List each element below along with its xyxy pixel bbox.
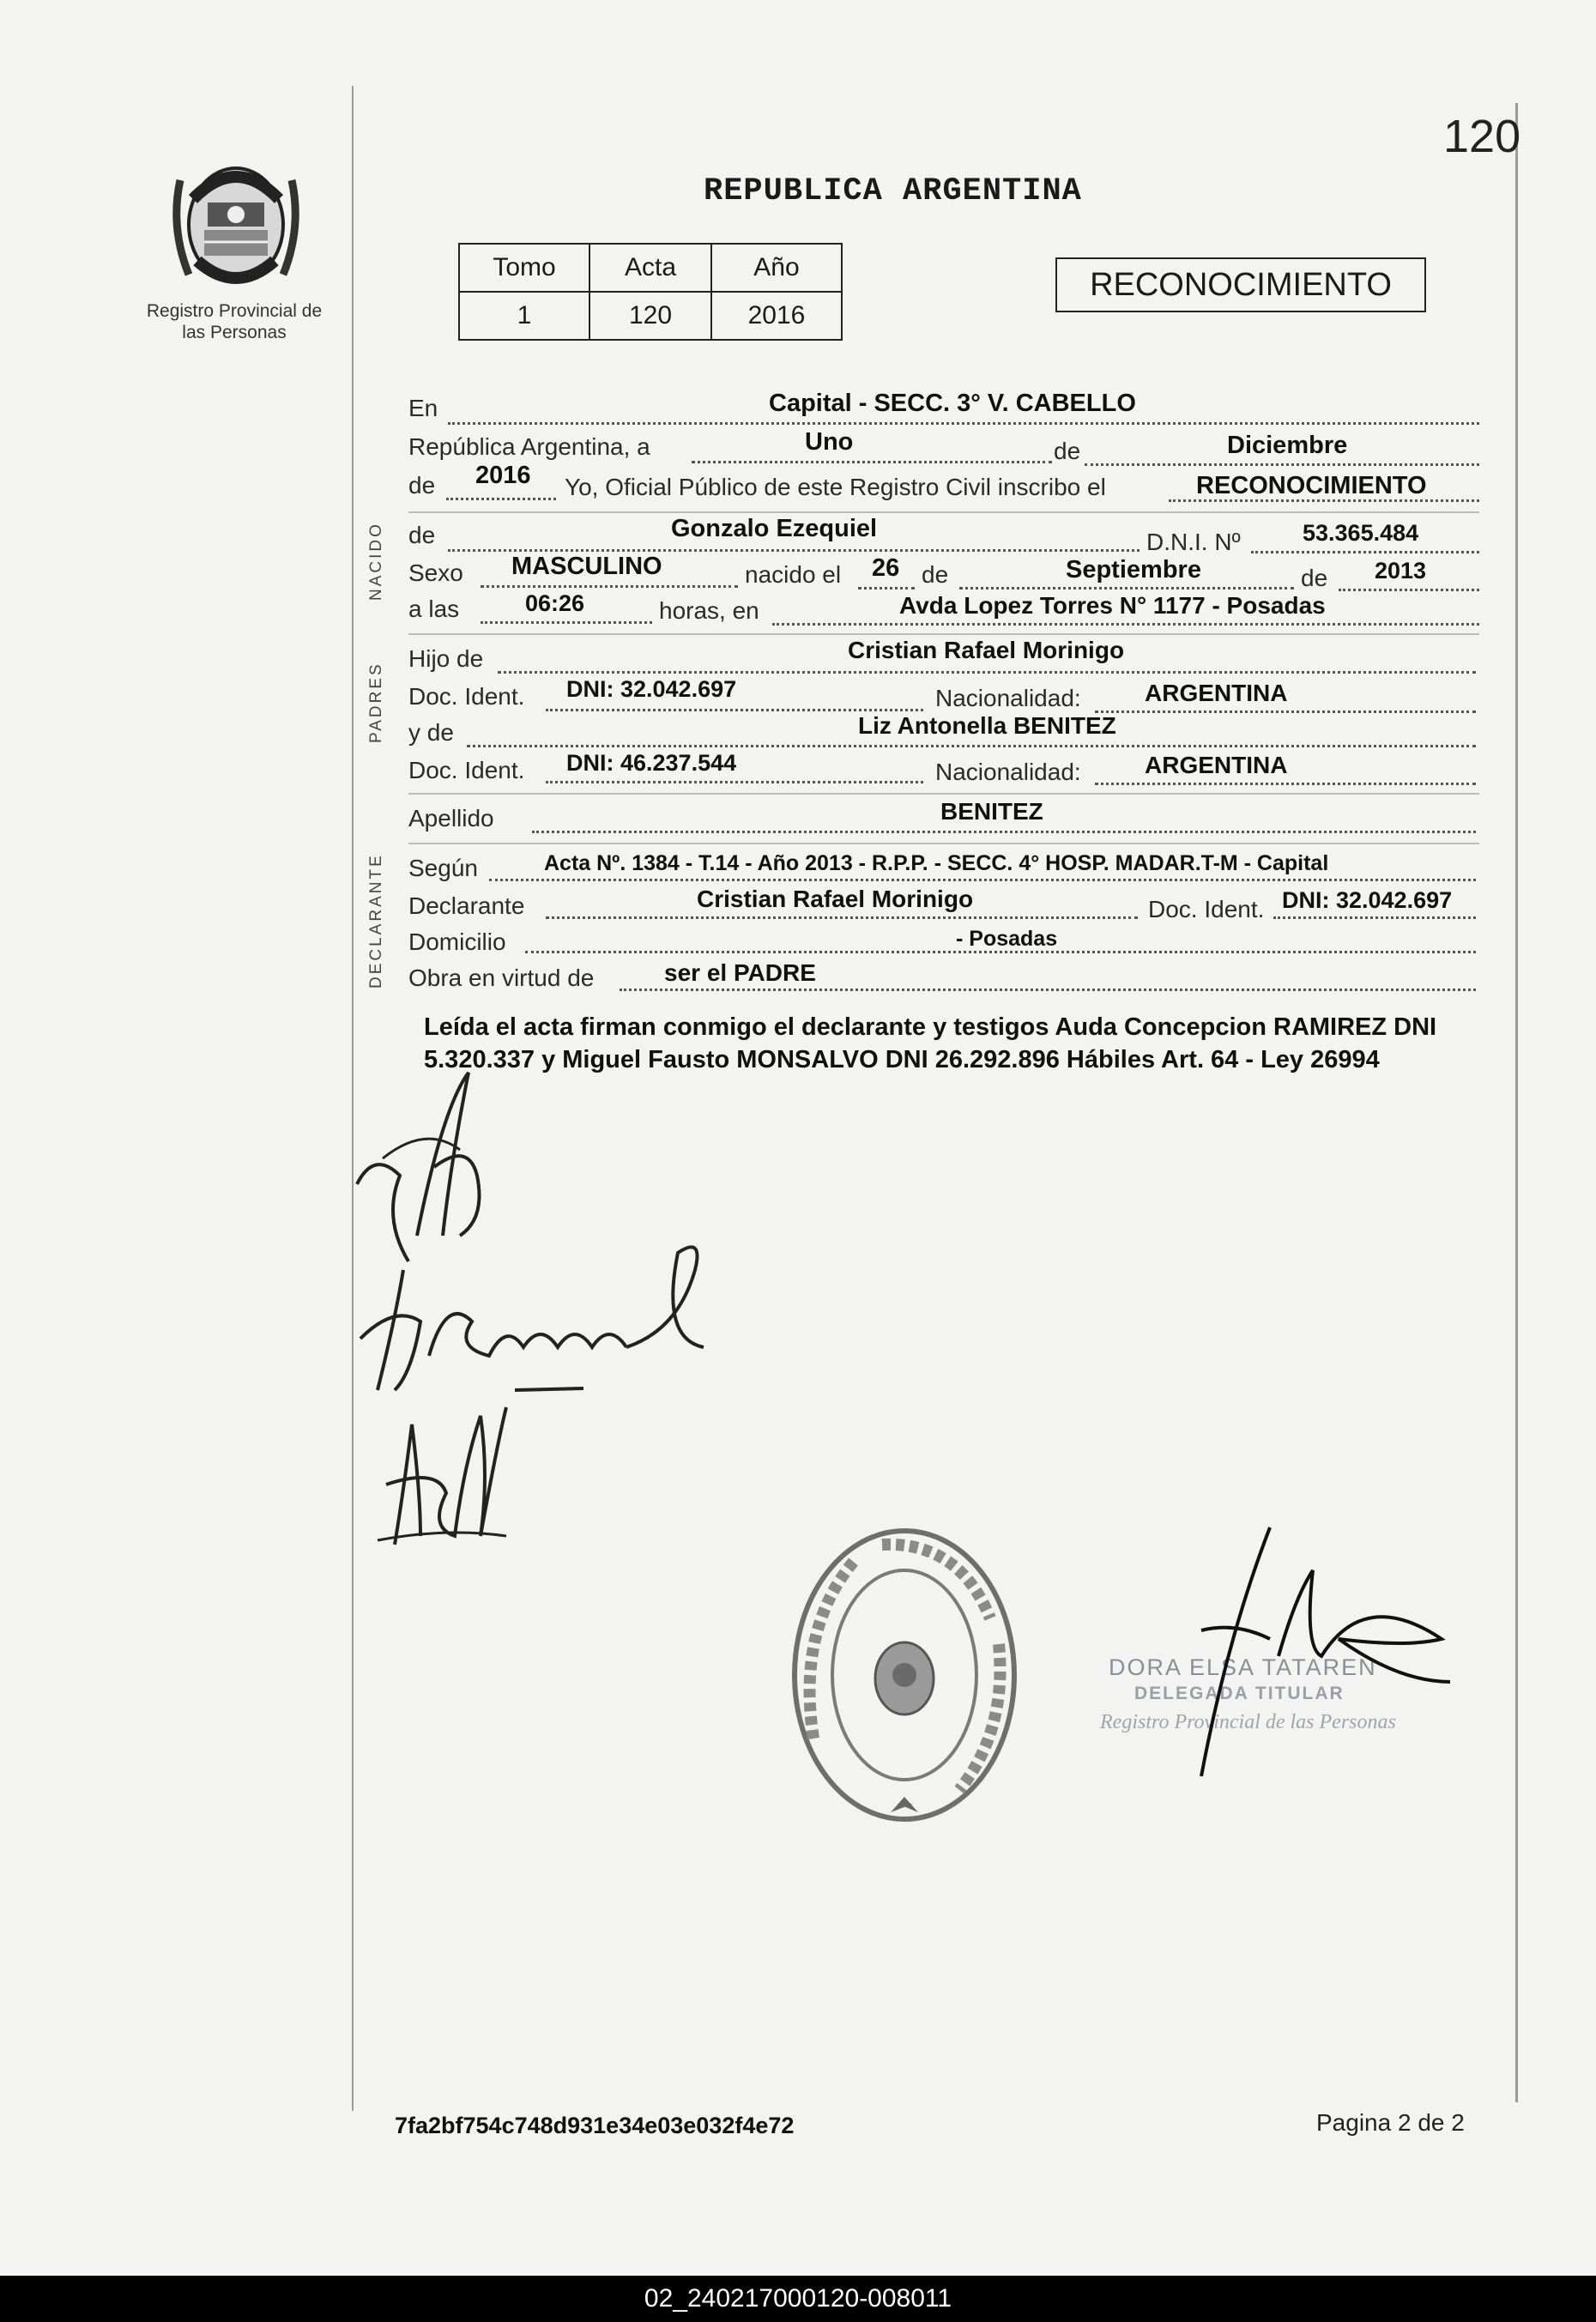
record-reference-table bbox=[458, 243, 843, 341]
label-apellido: Apellido bbox=[408, 805, 494, 831]
label-doc-ident-mother: Doc. Ident. bbox=[408, 757, 525, 783]
by-virtue-value: ser el PADRE bbox=[664, 959, 816, 986]
dotted-line bbox=[481, 585, 738, 588]
label-republica: República Argentina, a bbox=[408, 433, 650, 460]
dotted-line bbox=[532, 831, 1476, 833]
official-role: DELEGADA TITULAR bbox=[1134, 1684, 1345, 1703]
label-dni: D.N.I. Nº bbox=[1146, 529, 1241, 555]
birth-month-value: Septiembre bbox=[1066, 556, 1201, 584]
dotted-line bbox=[1095, 783, 1476, 785]
father-doc-value: DNI: 32.042.697 bbox=[566, 676, 737, 702]
dotted-line bbox=[467, 745, 1476, 747]
right-margin-line bbox=[1515, 103, 1518, 2102]
year-value: 2016 bbox=[475, 462, 531, 489]
ano-header: Año bbox=[711, 244, 842, 292]
section-declarante: DECLARANTE bbox=[367, 853, 385, 989]
closing-remark: Leída el acta firman conmigo el declarante y testigos Auda Concepcion RAMIREZ DNI 5.320.337 y Miguel Fausto MONSALVO DNI 26.292.896 Hábiles Art. 64 - Ley 26994 bbox=[424, 1013, 1437, 1073]
dotted-line bbox=[620, 989, 1476, 991]
label-doc-ident-father: Doc. Ident. bbox=[408, 683, 525, 710]
dotted-line bbox=[1273, 916, 1476, 919]
dotted-line bbox=[959, 587, 1294, 590]
ano-value: 2016 bbox=[711, 292, 842, 340]
label-doc-ident-declarant: Doc. Ident. bbox=[1148, 896, 1265, 922]
label-segun: Según bbox=[408, 855, 478, 881]
signature-official-icon bbox=[1150, 1519, 1459, 1776]
label-de-birthmonth: de bbox=[922, 561, 949, 588]
label-horas-en: horas, en bbox=[659, 597, 759, 624]
dotted-line bbox=[448, 549, 1140, 552]
dotted-line bbox=[489, 879, 1476, 881]
country-title: REPUBLICA ARGENTINA bbox=[704, 173, 1082, 209]
label-a-las: a las bbox=[408, 596, 460, 622]
declarant-doc-value: DNI: 32.042.697 bbox=[1282, 887, 1453, 913]
child-name-value: Gonzalo Ezequiel bbox=[671, 515, 878, 542]
acta-value: 120 bbox=[589, 292, 711, 340]
dotted-line bbox=[692, 461, 1052, 463]
label-obra: Obra en virtud de bbox=[408, 964, 595, 991]
place-value: Capital - SECC. 3° V. CABELLO bbox=[769, 390, 1136, 417]
label-nacionalidad-father: Nacionalidad: bbox=[935, 685, 1081, 711]
label-y-de: y de bbox=[408, 719, 454, 746]
dotted-line bbox=[481, 621, 652, 624]
birth-day-value: 26 bbox=[872, 554, 900, 582]
registry-seal-icon bbox=[788, 1524, 1021, 1826]
dotted-line bbox=[498, 671, 1476, 674]
label-domicilio: Domicilio bbox=[408, 928, 506, 955]
file-id-bar: 02_240217000120-008011 bbox=[0, 2276, 1596, 2322]
page-number: 120 bbox=[1443, 111, 1521, 162]
official-org: Registro Provincial de las Personas bbox=[1100, 1711, 1396, 1733]
birth-time-value: 06:26 bbox=[525, 590, 585, 616]
mother-name-value: Liz Antonella BENITEZ bbox=[858, 712, 1116, 739]
section-divider bbox=[408, 511, 1479, 513]
birth-place-value: Avda Lopez Torres N° 1177 - Posadas bbox=[899, 592, 1326, 619]
label-declarante: Declarante bbox=[408, 892, 525, 919]
mother-nationality-value: ARGENTINA bbox=[1145, 752, 1288, 778]
dotted-line bbox=[858, 587, 915, 590]
document-hash: 7fa2bf754c748d931e34e03e032f4e72 bbox=[395, 2113, 795, 2138]
dotted-line bbox=[546, 709, 923, 711]
day-value: Uno bbox=[805, 428, 854, 456]
label-yo-oficial: Yo, Oficial Público de este Registro Civil inscribo el bbox=[565, 474, 1106, 500]
dotted-line bbox=[546, 781, 923, 783]
dotted-line bbox=[1095, 711, 1476, 713]
dotted-line bbox=[772, 623, 1479, 626]
section-nacido: NACIDO bbox=[367, 522, 385, 601]
section-divider bbox=[408, 843, 1479, 844]
mother-doc-value: DNI: 46.237.544 bbox=[566, 750, 737, 776]
source-act-value: Acta Nº. 1384 - T.14 - Año 2013 - R.P.P. - SECC. 4° HOSP. MADAR.T-M - Capital bbox=[544, 851, 1329, 875]
act-inscribed-value: RECONOCIMIENTO bbox=[1196, 472, 1427, 499]
official-name: DORA ELSA TATAREN bbox=[1109, 1654, 1377, 1680]
child-dni-value: 53.365.484 bbox=[1303, 520, 1419, 546]
signature-witness-2-icon bbox=[369, 1390, 532, 1553]
dotted-line bbox=[1251, 551, 1479, 553]
label-de-child: de bbox=[408, 522, 436, 548]
tomo-value: 1 bbox=[459, 292, 589, 340]
section-padres: PADRES bbox=[367, 662, 385, 743]
tomo-header: Tomo bbox=[459, 244, 589, 292]
label-en: En bbox=[408, 395, 438, 421]
declarant-value: Cristian Rafael Morinigo bbox=[697, 886, 974, 912]
pagination: Pagina 2 de 2 bbox=[1316, 2109, 1465, 2136]
dotted-line bbox=[1085, 463, 1479, 466]
label-de-year: de bbox=[408, 472, 436, 499]
dotted-line bbox=[546, 916, 1138, 919]
registry-caption: Registro Provincial de las Personas bbox=[146, 301, 323, 342]
label-de-birthyear: de bbox=[1301, 565, 1328, 591]
month-value: Diciembre bbox=[1227, 432, 1348, 459]
misiones-province-crest-icon bbox=[154, 146, 317, 300]
surname-value: BENITEZ bbox=[940, 798, 1043, 825]
act-type-box: RECONOCIMIENTO bbox=[1055, 257, 1426, 312]
label-nacionalidad-mother: Nacionalidad: bbox=[935, 759, 1081, 785]
label-hijo-de: Hijo de bbox=[408, 645, 484, 672]
section-divider bbox=[408, 633, 1479, 635]
acta-header: Acta bbox=[589, 244, 711, 292]
signature-witness-1-icon bbox=[343, 1218, 721, 1399]
sex-value: MASCULINO bbox=[511, 553, 662, 580]
label-sexo: Sexo bbox=[408, 559, 463, 586]
dotted-line bbox=[448, 422, 1479, 425]
birth-year-value: 2013 bbox=[1375, 558, 1427, 584]
father-name-value: Cristian Rafael Morinigo bbox=[848, 637, 1125, 663]
dotted-line bbox=[1339, 589, 1479, 591]
father-nationality-value: ARGENTINA bbox=[1145, 680, 1288, 706]
label-nacido-el: nacido el bbox=[745, 561, 842, 588]
label-de: de bbox=[1054, 438, 1081, 464]
section-divider bbox=[408, 793, 1479, 795]
dotted-line bbox=[446, 498, 556, 500]
address-value: - Posadas bbox=[956, 927, 1058, 951]
